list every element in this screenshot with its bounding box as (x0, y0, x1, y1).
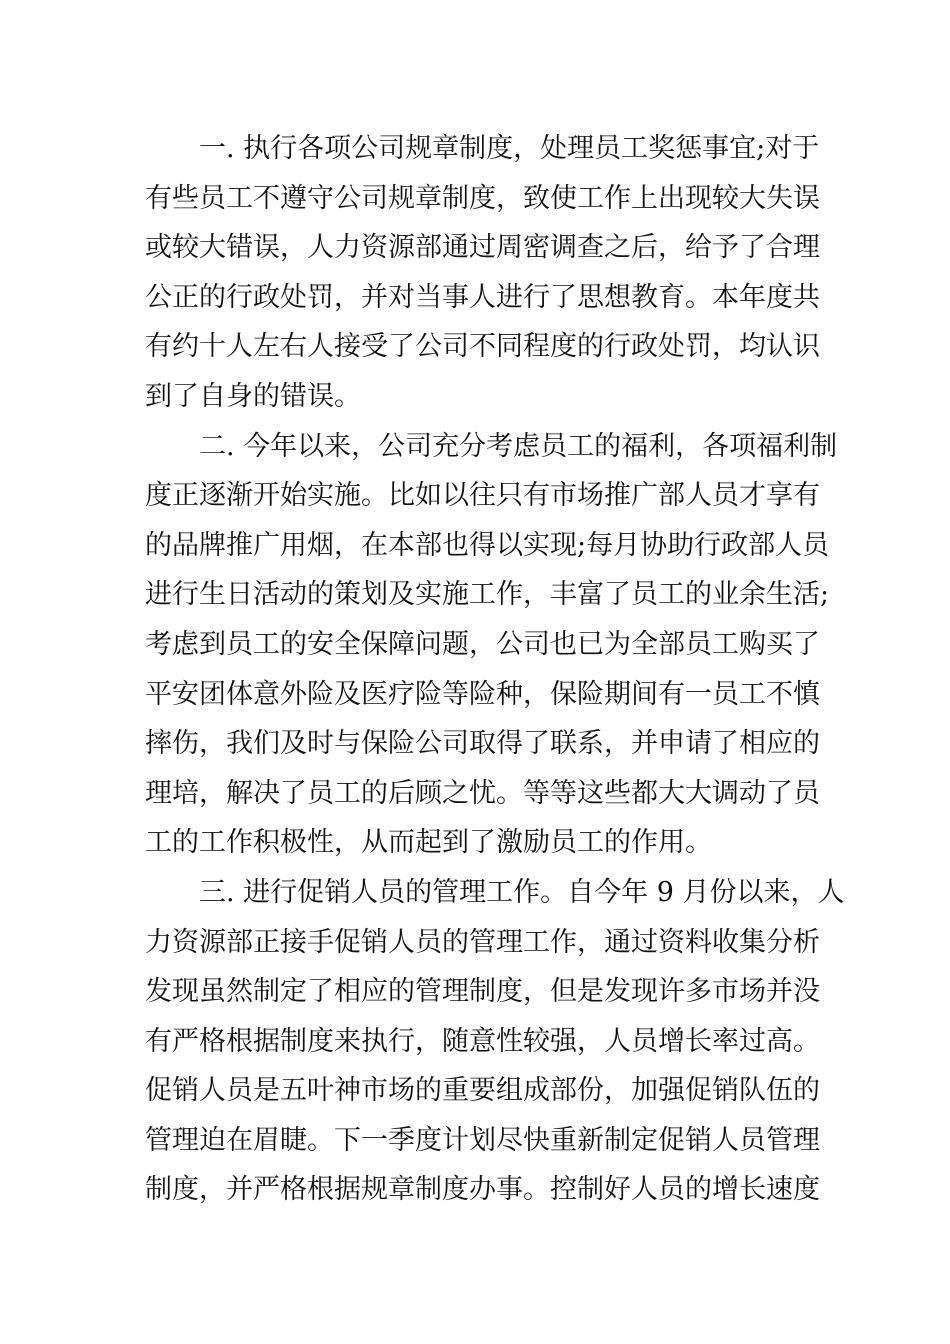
text-line: 工的工作积极性，从而起到了激励员工的作用。 (145, 827, 712, 859)
text-line: 度正逐渐开始实施。比如以往只有市场推广部人员才享有 (145, 480, 820, 512)
text-line: 摔伤，我们及时与保险公司取得了联系，并申请了相应的 (145, 728, 820, 760)
paragraph-1 (145, 124, 820, 422)
text-line: 进行生日活动的策划及实施工作，丰富了员工的业余生活; (145, 579, 830, 611)
text-line: 发现虽然制定了相应的管理制度，但是发现许多市场并没 (145, 976, 820, 1008)
text-line: 的品牌推广用烟，在本部也得以实现;每月协助行政部人员 (145, 529, 830, 561)
text-line: 三. 进行促销人员的管理工作。自今年 9 月份以来，人 (199, 876, 845, 908)
text-line: 考虑到员工的安全保障问题，公司也已为全部员工购买了 (145, 628, 820, 660)
text-line: 管理迫在眉睫。下一季度计划尽快重新制定促销人员管理 (145, 1124, 820, 1156)
paragraph-2 (145, 422, 838, 868)
text-line: 到了自身的错误。 (145, 380, 361, 412)
text-line: 二. 今年以来，公司充分考虑员工的福利，各项福利制 (199, 430, 838, 462)
paragraph-3 (145, 868, 845, 1215)
text-line: 促销人员是五叶神市场的重要组成部份，加强促销队伍的 (145, 1075, 820, 1107)
text-line: 理培，解决了员工的后顾之忧。等等这些都大大调动了员 (145, 777, 820, 809)
text-line: 一. 执行各项公司规章制度，处理员工奖惩事宜;对于 (199, 133, 820, 164)
text-line: 或较大错误，人力资源部通过周密调查之后，给予了合理 (145, 232, 820, 264)
text-line: 有约十人左右人接受了公司不同程度的行政处罚，均认识 (145, 331, 820, 363)
text-line: 力资源部正接手促销人员的管理工作，通过资料收集分析 (145, 926, 820, 958)
document-body (145, 124, 845, 1215)
text-line: 有严格根据制度来执行，随意性较强，人员增长率过高。 (145, 1025, 820, 1057)
text-line: 平安团体意外险及医疗险等险种，保险期间有一员工不慎 (145, 678, 820, 710)
text-line: 制度，并严格根据规章制度办事。控制好人员的增长速度 (145, 1174, 820, 1206)
text-line: 有些员工不遵守公司规章制度，致使工作上出现较大失误 (145, 182, 820, 214)
text-line: 公正的行政处罚，并对当事人进行了思想教育。本年度共 (145, 281, 820, 313)
